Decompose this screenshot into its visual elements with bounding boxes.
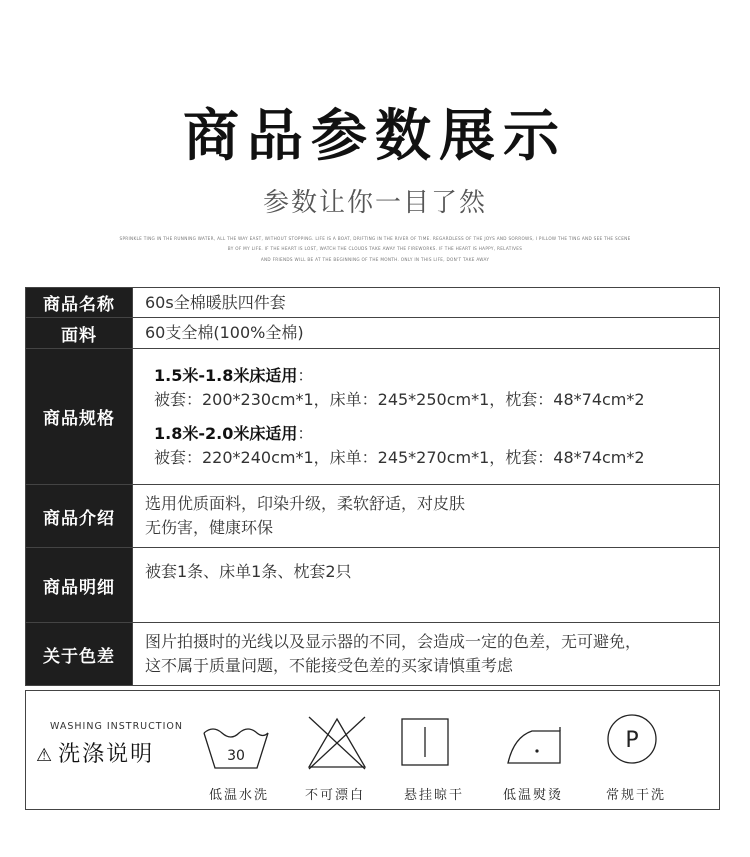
dry-clean-p-icon: [606, 713, 662, 769]
row-value: [133, 485, 720, 548]
spec-line: 被套：200*230cm*1，床单：245*250cm*1，枕套：48*74cm*2: [154, 389, 645, 409]
color-line: 这不属于质量问题，不能接受色差的买家请慎重考虑: [145, 656, 514, 675]
row-label: 商品介绍: [26, 485, 133, 548]
row-value: 60s全棉暖肤四件套: [133, 288, 720, 318]
table-row: [26, 623, 720, 686]
hang-dry-icon: [400, 713, 452, 769]
wash-tub-icon: [201, 713, 271, 773]
fine-print-line: AND FRIENDS WILL BE AT THE BEGINNING OF THE MONTH. ONLY IN THIS LIFE, DON'T TAKE AWAY: [260, 257, 490, 262]
wash-label: 低温熨烫: [502, 788, 563, 803]
warning-icon: ⚠: [36, 745, 55, 766]
intro-line: 选用优质面料，印染升级，柔软舒适，对皮肤: [145, 494, 466, 513]
table-row: [26, 548, 720, 623]
wash-temp-text: 30: [227, 748, 245, 764]
spec-colon: ：: [297, 423, 314, 443]
dry-clean-letter: P: [625, 728, 639, 753]
washing-title-zh: 洗涤说明: [58, 742, 155, 767]
row-label: 商品明细: [26, 548, 133, 623]
table-row: [26, 318, 720, 349]
no-bleach-icon: [305, 713, 369, 773]
wash-label: 常规干洗: [605, 788, 666, 803]
params-table: [25, 287, 720, 686]
wash-label: 不可漂白: [304, 788, 365, 803]
row-value: [133, 349, 720, 485]
washing-title: [36, 737, 154, 768]
row-label: 面料: [26, 318, 133, 349]
spec-line: 被套：220*240cm*1，床单：245*270cm*1，枕套：48*74cm*2: [154, 447, 645, 467]
row-value: 60支全棉(100%全棉): [133, 318, 720, 349]
spec-head: 1.5米-1.8米床适用: [154, 365, 298, 385]
table-row: [26, 349, 720, 485]
fine-print-line: SPRINKLE TING IN THE RUNNING WATER, ALL THE WAY EAST, WITHOUT STOPPING. LIFE IS A BOAT, DRIFTING IN THE RIVER OF TIME. REGARDLESS OF THE JOYS AND SORROWS, I PILLOW THE TING AND SEE THE SCENE: [119, 236, 631, 241]
page-title: 商品参数展示: [183, 103, 567, 169]
wash-label: 低温水洗: [208, 788, 269, 803]
row-value: [133, 623, 720, 686]
table-row: [26, 288, 720, 318]
spec-head: 1.8米-2.0米床适用: [154, 423, 298, 443]
washing-panel: [25, 690, 720, 810]
iron-low-icon: [504, 713, 570, 773]
row-label: 商品名称: [26, 288, 133, 318]
page-subtitle: 参数让你一目了然: [262, 188, 487, 218]
row-label: 商品规格: [26, 349, 133, 485]
row-value: 被套1条、床单1条、枕套2只: [133, 548, 720, 623]
spec-colon: ：: [297, 365, 314, 385]
intro-line: 无伤害，健康环保: [145, 518, 274, 537]
spec-group: [154, 364, 719, 388]
table-row: [26, 485, 720, 548]
spec-group: [154, 422, 719, 446]
fine-print-line: BY OF MY LIFE. IF THE HEART IS LOST, WATCH THE CLOUDS TAKE AWAY THE FIREWORKS. IF THE HEART IS HAPPY, RELATIVES: [227, 246, 523, 251]
washing-title-en: WASHING INSTRUCTION: [50, 721, 183, 732]
wash-label: 悬挂晾干: [403, 788, 464, 803]
row-label: 关于色差: [26, 623, 133, 686]
color-line: 图片拍摄时的光线以及显示器的不同，会造成一定的色差，无可避免，: [145, 632, 642, 651]
